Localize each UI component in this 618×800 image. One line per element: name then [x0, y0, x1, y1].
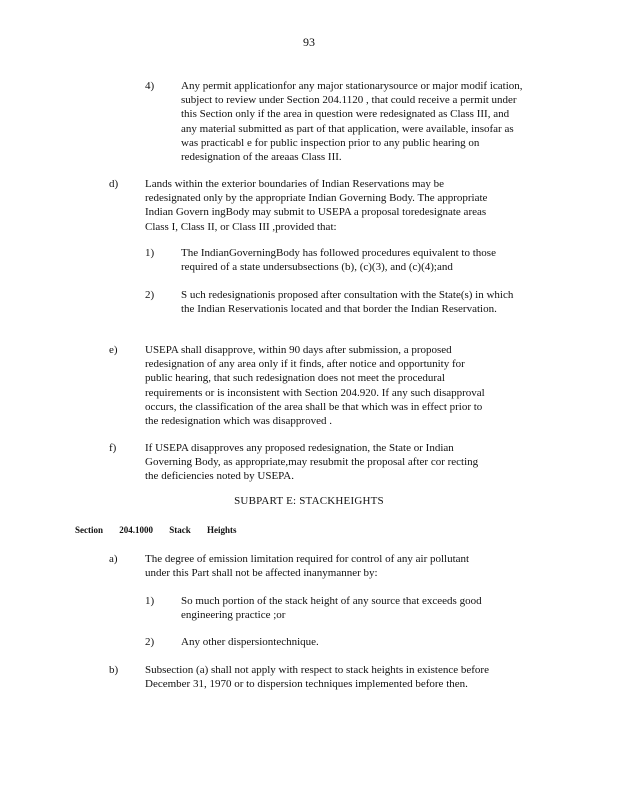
paragraph-text: So much portion of the stack height of any source that exceeds good engineering practice ;or: [181, 595, 482, 622]
paragraph-d1: [145, 246, 526, 274]
paragraph-text: Subsection (a) shall not apply with respect to stack heights in existence before December 31, 1970 or to dispersion techniques implemented before then.: [145, 664, 489, 691]
subpart-heading: SUBPART E: STACKHEIGHTS: [234, 495, 384, 507]
paragraph-d: [109, 177, 492, 234]
paragraph-marker: 2): [145, 636, 155, 648]
paragraph-marker: 1): [145, 247, 155, 259]
paragraph-a2: [145, 635, 526, 649]
paragraph-c4: [145, 79, 526, 164]
paragraph-marker: 4): [145, 80, 155, 92]
paragraph-b: [109, 663, 492, 691]
paragraph-text: Any other dispersiontechnique.: [181, 636, 319, 648]
paragraph-marker: e): [109, 344, 118, 356]
paragraph-f: [109, 441, 492, 484]
paragraph-e: [109, 343, 492, 428]
page-number: 93: [303, 35, 315, 49]
paragraph-marker: b): [109, 664, 119, 676]
paragraph-a: [109, 552, 492, 580]
paragraph-d2: [145, 288, 526, 316]
paragraph-text: If USEPA disapproves any proposed redesignation, the State or Indian Governing Body, as appropriate,may resubmit the proposal after cor recting the deficiencies noted by USEPA.: [145, 442, 479, 483]
paragraph-marker: a): [109, 553, 118, 565]
paragraph-marker: d): [109, 178, 119, 190]
paragraph-text: The degree of emission limitation required for control of any air pollutant under this Part shall not be affected inanymanner by:: [145, 553, 470, 580]
paragraph-marker: f): [109, 442, 117, 454]
paragraph-text: USEPA shall disapprove, within 90 days after submission, a proposed redesignation of any area only if it finds, after notice and opportunity for public hearing, that such redesignation does not meet the procedural requirements or is inconsistent with Section 204.920. If any such disapproval occurs, the classification of the area shall be that which was in effect prior to the redesignation which was disapproved .: [145, 344, 485, 428]
paragraph-text: The IndianGoverningBody has followed procedures equivalent to those required of a state undersubsections (b), (c)(3), and (c)(4);and: [181, 247, 496, 274]
paragraph-marker: 1): [145, 595, 155, 607]
paragraph-a1: [145, 594, 526, 622]
paragraph-text: Any permit applicationfor any major stationarysource or major modif ication, subject to review under Section 204.1120 , that could receive a permit under this Section only if the area in question were redesignated as Class III, and any material submitted as part of that application, were available, insofar as was practicabl e for public inspection prior to any public hearing on redesignation of the areaas Class III.: [181, 80, 523, 164]
paragraph-text: S uch redesignationis proposed after consultation with the State(s) in which the Indian Reservationis located and that border the Indian Reservation.: [181, 289, 514, 316]
section-heading: Section 204.1000 Stack Heights: [75, 525, 237, 535]
paragraph-text: Lands within the exterior boundaries of Indian Reservations may be redesignated only by the appropriate Indian Governing Body. The appropriate Indian Govern ingBody may submit to USEPA a proposal toredesignate areas Class I, Class II, or Class III ,provided that:: [145, 178, 488, 233]
paragraph-marker: 2): [145, 289, 155, 301]
